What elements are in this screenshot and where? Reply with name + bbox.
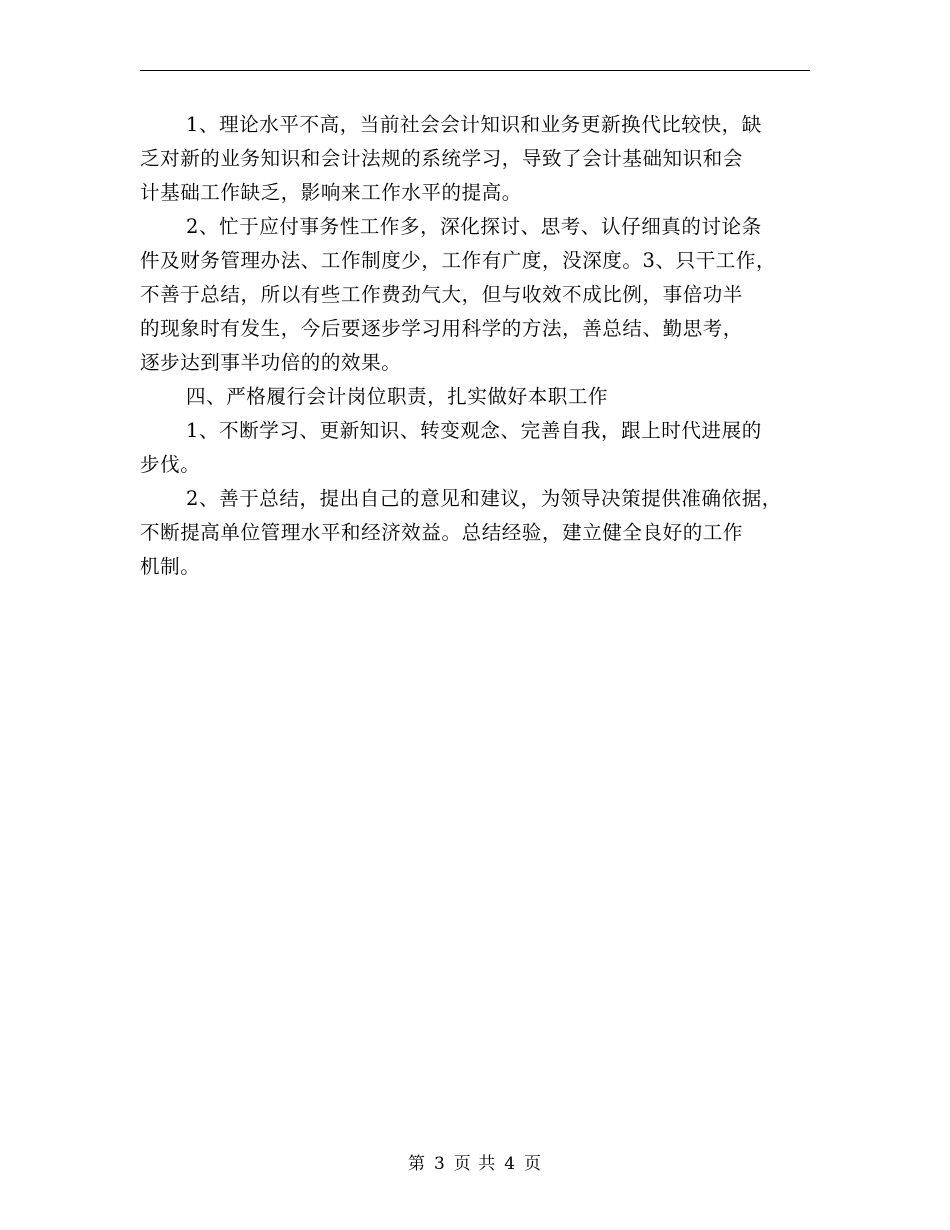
paragraph-4-line-2: 不断提高单位管理水平和经济效益。总结经验，建立健全良好的工作 <box>140 521 744 544</box>
paragraph-1-line-1: 1、理论水平不高，当前社会会计知识和业务更新换代比较快，缺 <box>186 113 762 136</box>
page-label-mid: 页 共 <box>453 1154 497 1174</box>
document-body <box>140 108 812 584</box>
page-label-prefix: 第 <box>407 1154 426 1174</box>
paragraph-2-line-2: 件及财务管理办法、工作制度少，工作有广度，没深度。3、只干工作， <box>140 249 777 272</box>
page-label-suffix: 页 <box>524 1154 543 1174</box>
total-pages-number: 4 <box>504 1154 517 1174</box>
paragraph-1-line-3: 计基础工作缺乏，影响来工作水平的提高。 <box>140 181 522 204</box>
paragraph-3-line-1: 1、不断学习、更新知识、转变观念、完善自我，跟上时代进展的 <box>186 419 762 442</box>
paragraph-1-line-2: 乏对新的业务知识和会计法规的系统学习，导致了会计基础知识和会 <box>140 147 744 170</box>
paragraph-2-line-5: 逐步达到事半功倍的的效果。 <box>140 351 402 374</box>
current-page-number: 3 <box>433 1154 446 1174</box>
paragraph-2-line-1: 2、忙于应付事务性工作多，深化探讨、思考、认仔细真的讨论条 <box>186 215 762 238</box>
header-rule <box>140 70 810 71</box>
page-footer <box>0 1152 950 1176</box>
paragraph-2-line-4: 的现象时有发生，今后要逐步学习用科学的方法，善总结、勤思考， <box>140 317 744 340</box>
paragraph-3-line-2: 步伐。 <box>140 453 201 476</box>
paragraph-4-line-1: 2、善于总结，提出自己的意见和建议，为领导决策提供准确依据， <box>186 487 782 510</box>
paragraph-2-line-3: 不善于总结，所以有些工作费劲气大，但与收效不成比例，事倍功半 <box>140 283 744 306</box>
paragraph-4-line-3: 机制。 <box>140 555 201 578</box>
section-heading-4: 四、严格履行会计岗位职责，扎实做好本职工作 <box>186 385 609 408</box>
